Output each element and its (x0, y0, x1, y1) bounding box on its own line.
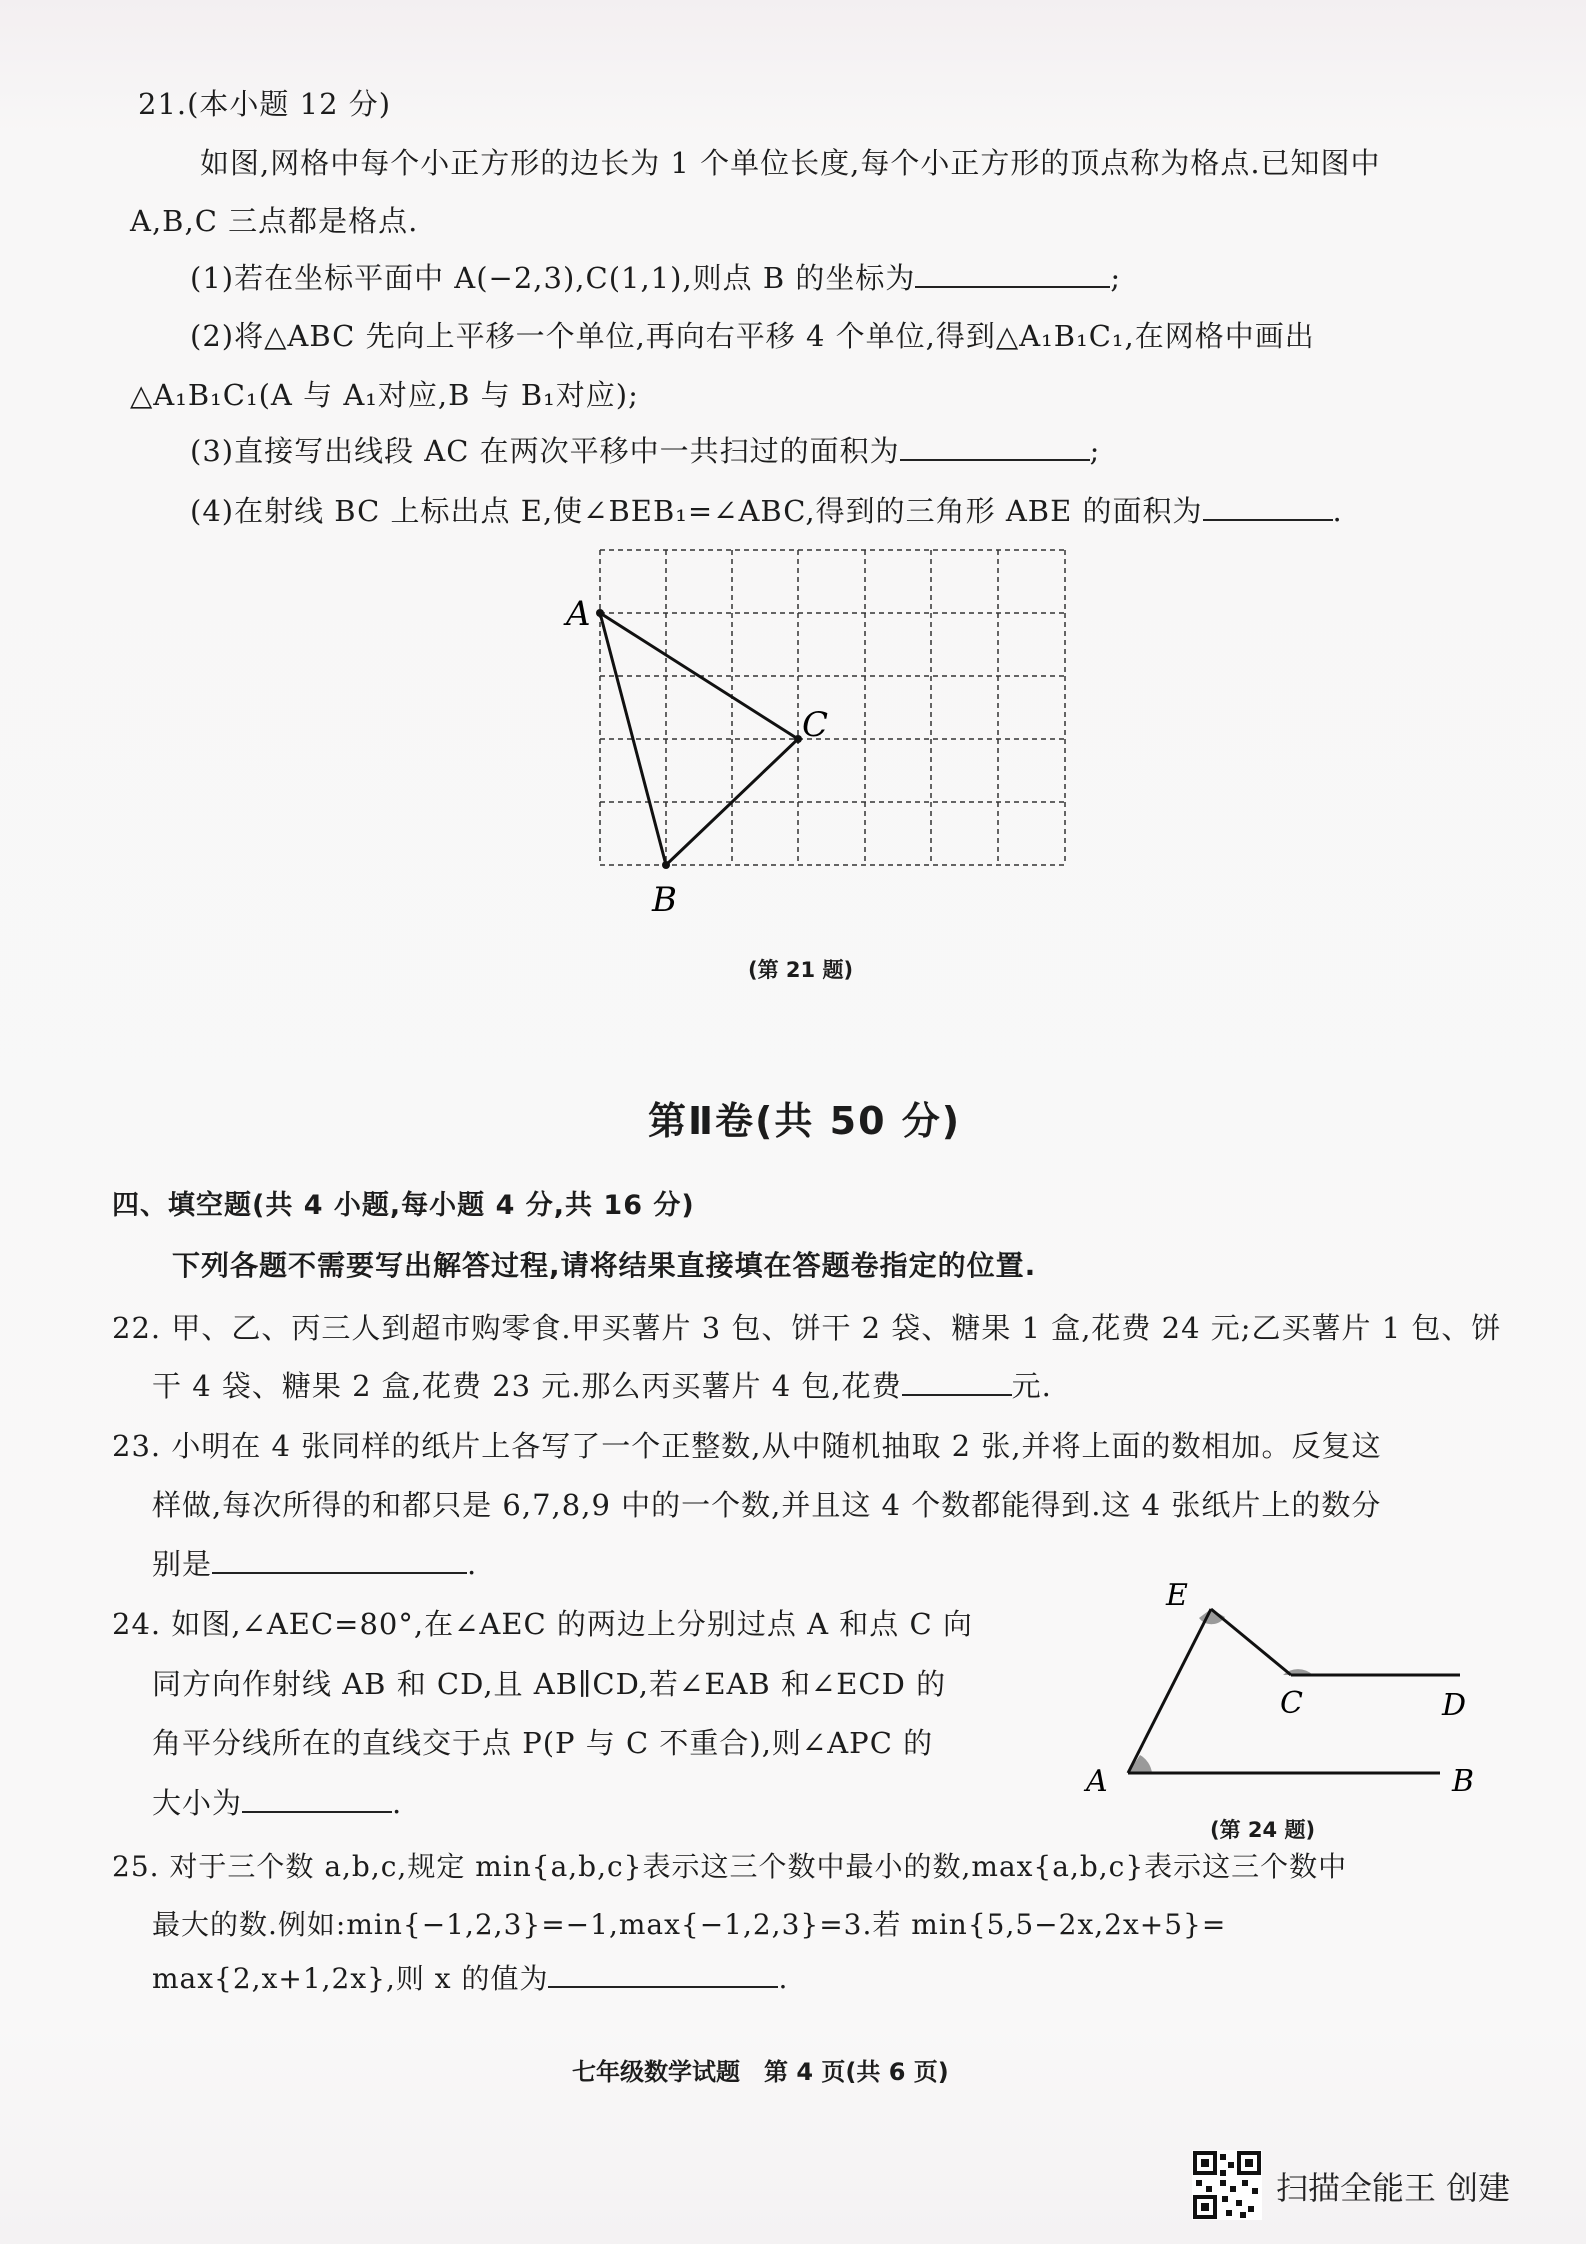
q21-part4-end: . (1332, 494, 1343, 528)
section-title: 第Ⅱ卷(共 50 分) (648, 1099, 962, 1143)
part4-header: 四、填空题(共 4 小题,每小题 4 分,共 16 分) (112, 1190, 695, 1221)
q24-angle-figure (1080, 1575, 1500, 1845)
q21-part4-text: (4)在射线 BC 上标出点 E,使∠BEB₁=∠ABC,得到的三角形 ABE 的面积为 (190, 494, 1203, 528)
label-a: A (1086, 1764, 1108, 1799)
answer-blank (1203, 493, 1333, 521)
qr-code-icon (1192, 2150, 1262, 2220)
label-e: E (1166, 1578, 1188, 1613)
q23-line3 (152, 1546, 477, 1582)
grid-lines (600, 550, 1065, 865)
line-ec (1211, 1609, 1291, 1675)
q21-part2-line2: △A₁B₁C₁(A 与 A₁对应,B 与 B₁对应); (130, 378, 639, 412)
label-a: A (566, 594, 591, 634)
q21-part1-text: (1)若在坐标平面中 A(−2,3),C(1,1),则点 B 的坐标为 (190, 261, 916, 295)
label-b: B (1452, 1764, 1475, 1799)
answer-blank (548, 1960, 778, 1988)
q25-line3 (152, 1960, 788, 1997)
point-c (794, 735, 802, 743)
q21-part3 (190, 433, 1100, 469)
q21-figure-caption: (第 21 题) (748, 958, 854, 982)
q21-part2-line1: (2)将△ABC 先向上平移一个单位,再向右平移 4 个单位,得到△A₁B₁C₁,在网格中画出 (190, 319, 1315, 353)
q24-line2: 同方向作射线 AB 和 CD,且 AB∥CD,若∠EAB 和∠ECD 的 (152, 1667, 947, 1701)
q23-line3-end: . (467, 1547, 478, 1581)
q24-line4 (152, 1785, 402, 1821)
q21-part4 (190, 493, 1343, 529)
q25-line3-end: . (778, 1962, 789, 1995)
q21-part3-end: ; (1089, 434, 1101, 468)
q22-line1: 22. 甲、乙、丙三人到超市购零食.甲买薯片 3 包、饼干 2 袋、糖果 1 盒,花费 24 元;乙买薯片 1 包、饼 (112, 1311, 1502, 1345)
q22-line2 (152, 1368, 1052, 1404)
q25-line1: 25. 对于三个数 a,b,c,规定 min{a,b,c}表示这三个数中最小的数,max{a,b,c}表示这三个数中 (112, 1850, 1348, 1883)
answer-blank (900, 433, 1090, 461)
label-b: B (652, 880, 677, 920)
watermark-brand: 扫描全能王 创建 (1276, 2169, 1511, 2207)
point-a (596, 609, 604, 617)
q25-line3-text: max{2,x+1,2x},则 x 的值为 (152, 1962, 549, 1995)
label-c: C (1280, 1686, 1303, 1721)
q23-line3-text: 别是 (152, 1547, 213, 1581)
q21-part1-end: ; (1110, 261, 1122, 295)
point-b (662, 861, 670, 869)
q24-figure-caption: (第 24 题) (1210, 1818, 1316, 1842)
q24-line3: 角平分线所在的直线交于点 P(P 与 C 不重合),则∠APC 的 (152, 1726, 934, 1760)
q23-line1: 23. 小明在 4 张同样的纸片上各写了一个正整数,从中随机抽取 2 张,并将上面的数相加。反复这 (112, 1429, 1382, 1463)
line-ae (1128, 1609, 1211, 1773)
q21-part1 (190, 260, 1121, 296)
label-d: D (1442, 1688, 1467, 1723)
q23-line2: 样做,每次所得的和都只是 6,7,8,9 中的一个数,并且这 4 个数都能得到.这 4 张纸片上的数分 (152, 1488, 1382, 1522)
label-c: C (802, 705, 829, 745)
q25-line2: 最大的数.例如:min{−1,2,3}=−1,max{−1,2,3}=3.若 min{5,5−2x,2x+5}= (152, 1908, 1227, 1941)
answer-blank (915, 260, 1110, 288)
answer-blank (242, 1785, 392, 1813)
page-footer: 七年级数学试题 第 4 页(共 6 页) (572, 2058, 949, 2086)
q21-intro-line2: A,B,C 三点都是格点. (130, 204, 419, 238)
q21-header: 21.(本小题 12 分) (138, 87, 392, 121)
q22-line2-end: 元. (1011, 1369, 1052, 1403)
q22-line2-text: 干 4 袋、糖果 2 盒,花费 23 元.那么丙买薯片 4 包,花费 (152, 1369, 902, 1403)
q21-grid-figure (560, 540, 1080, 940)
q21-intro-line1: 如图,网格中每个小正方形的边长为 1 个单位长度,每个小正方形的顶点称为格点.已知图中 (200, 146, 1381, 180)
part4-instruction: 下列各题不需要写出解答过程,请将结果直接填在答题卷指定的位置. (172, 1249, 1037, 1282)
q24-line4-text: 大小为 (152, 1786, 243, 1820)
answer-blank (902, 1368, 1012, 1396)
q21-part3-text: (3)直接写出线段 AC 在两次平移中一共扫过的面积为 (190, 434, 900, 468)
q24-line1: 24. 如图,∠AEC=80°,在∠AEC 的两边上分别过点 A 和点 C 向 (112, 1607, 973, 1641)
answer-blank (212, 1546, 467, 1574)
q24-line4-end: . (392, 1786, 403, 1820)
